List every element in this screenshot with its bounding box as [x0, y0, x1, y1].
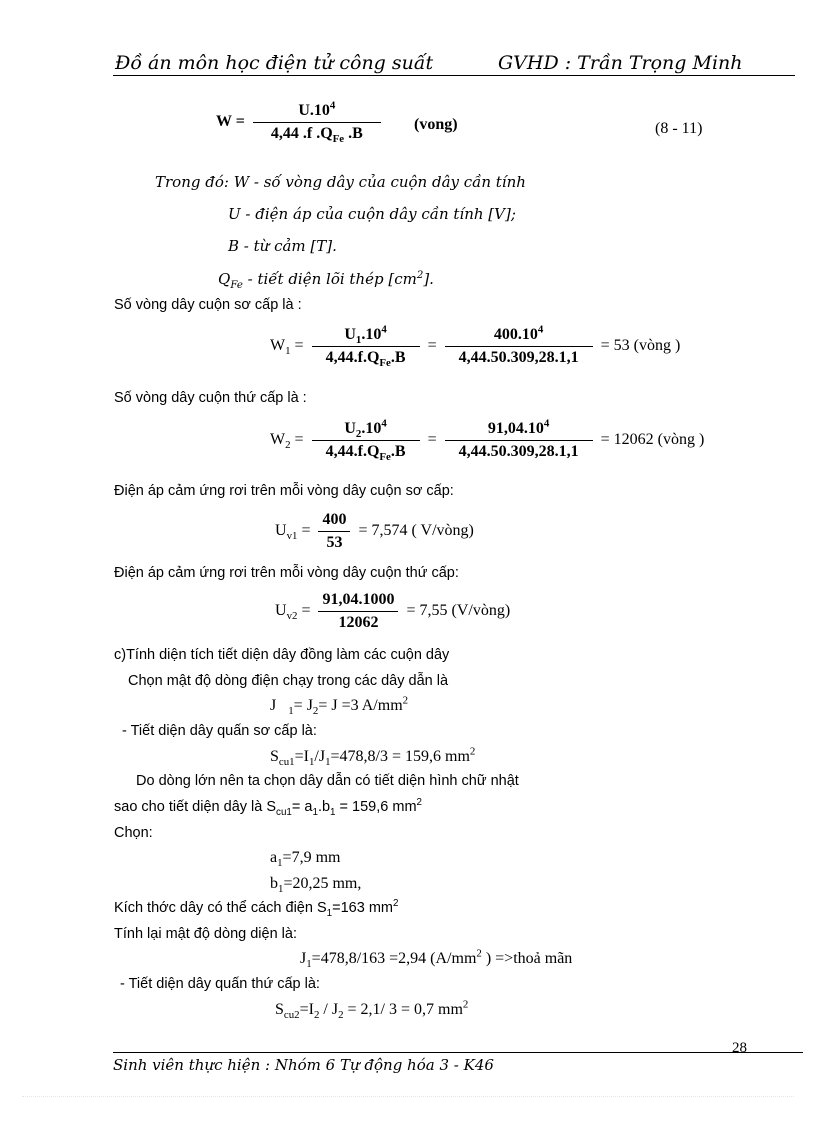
insulated-size-line: Kích thớc dây có thể cách điện $S_1=163$ $mm^2$ [114, 898, 399, 919]
equation-number: (8 - 11) [655, 120, 703, 137]
legend-b: B - từ cảm [T]. [228, 237, 337, 255]
header-supervisor: GVHD : Trần Trọng Minh [498, 52, 743, 74]
uv2-fraction: $\frac{91,04.1000}{12062}$ [318, 591, 398, 632]
formula-uv1: $U_{v1}$ = $\frac{400}{53}$ = 7,574 ( V/vòng) [275, 511, 474, 551]
formula-w-lhs: W = [216, 113, 245, 131]
scu1-line: $S_{cu1}=I_1/J_1=478,8/3 = 159,6$ $mm^2$ [270, 745, 476, 769]
uv1-fraction: $\frac{400}{53}$ [318, 511, 350, 552]
w2-fraction-symbolic: $\frac{U_2.10^4}{4,44.f.Q_{Fe}.B}$ [312, 420, 420, 461]
b1-value: $b_1=20,25$ mm, [270, 875, 362, 896]
w1-heading: Số vòng dây cuộn sơ cấp là : [114, 297, 302, 313]
legend-intro: Trong đó: W - số vòng dây của cuộn dây cần tính [155, 173, 526, 191]
page-bottom-dotted-border [22, 1096, 794, 1097]
uv2-result: = 7,55 (V/vòng) [406, 602, 511, 620]
recalc-heading: Tính lại mật độ dòng diện là: [114, 926, 297, 942]
uv1-heading: Điện áp cảm ứng rơi trên mỗi vòng dây cuộn sơ cấp: [114, 483, 454, 499]
formula-w-denominator: 4,44 .f $.Q_{Fe}$ .B [270, 125, 363, 146]
scu2-line: $S_{cu2}=I_2 / J_2 = 2,1/$ 3 = 0,7 $mm^2$ [275, 998, 469, 1022]
w1-fraction-symbolic: $\frac{U_1.10^4}{4,44.f.Q_{Fe}.B}$ [312, 326, 420, 367]
w2-fraction-numeric: $\frac{91,04.10^4}{4,44.50.309,28.1,1}$ [445, 420, 593, 461]
formula-w-numerator: $U.10^4$ [253, 102, 381, 123]
footer-rule [113, 1052, 803, 1053]
formula-w-unit: (vong) [414, 116, 458, 133]
formula-w [216, 99, 385, 146]
section-c-title: c)Tính diện tích tiết diện dây đồng làm các cuộn dây [114, 647, 450, 663]
rectangular-wire-line1: Do dòng lớn nên ta chọn dây dẫn có tiết diện hình chữ nhật [136, 773, 519, 789]
uv1-result: = 7,574 ( V/vòng) [358, 522, 474, 540]
formula-uv2: $U_{v2}$ = $\frac{91,04.1000}{12062}$ = 7,55 (V/vòng) [275, 591, 511, 631]
a1-value: $a_1=7,9$ mm [270, 849, 341, 870]
header-rule [113, 75, 795, 76]
header-title: Đồ án môn học điện tử công suất [115, 52, 434, 74]
footer-student: Sinh viên thực hiện : Nhóm 6 Tự động hóa 3 - K46 [113, 1056, 494, 1074]
w1-fraction-numeric: $\frac{400.10^4}{4,44.50.309,28.1,1}$ [445, 326, 593, 367]
uv2-heading: Điện áp cảm ứng rơi trên mỗi vòng dây cuộn thứ cấp: [114, 565, 459, 581]
page-number: 28 [732, 1040, 747, 1056]
w2-result: = 12062 (vòng ) [600, 431, 705, 449]
formula-w-fraction [253, 99, 381, 146]
legend-u: U - điện áp của cuộn dây cần tính [V]; [228, 205, 516, 223]
choose-current-density: Chọn mật độ dòng điện chạy trong các dây dẫn là [128, 673, 449, 689]
j1-recalc-line: $J_1=478,8/163 =2,94$ ($A/mm^2$ ) =>thoả mãn [300, 947, 573, 971]
legend-qfe: $Q_{Fe}$ - tiết diện lõi thép $[cm^2]$. [218, 270, 434, 291]
rectangular-wire-line2: sao cho tiết diện dây là $S_{cu1}= a_1.b_1 = 159,6$ $mm^2$ [114, 797, 423, 818]
w2-heading: Số vòng dây cuộn thứ cấp là : [114, 390, 307, 406]
current-density-line: J $_1= J_2= J =3$ $A/mm^2$ [270, 694, 409, 718]
formula-w1: $W_1$ = $\frac{U_1.10^4}{4,44.f.Q_{Fe}.B}$ = $\frac{400.10^4}{4,44.50.309,28.1,1}$ = 53 (vòng ) [270, 323, 681, 370]
w1-lhs: $W_1$ = [270, 337, 304, 358]
formula-w2: $W_2$ = $\frac{U_2.10^4}{4,44.f.Q_{Fe}.B}$ = $\frac{91,04.10^4}{4,44.50.309,28.1,1}$ = 12062 (vòng ) [270, 417, 705, 464]
choose-label: Chọn: [114, 825, 153, 841]
primary-section-heading: - Tiết diện dây quấn sơ cấp là: [122, 723, 317, 739]
secondary-section-heading: - Tiết diện dây quấn thứ cấp là: [120, 976, 320, 992]
w2-lhs: $W_2$ = [270, 431, 304, 452]
w1-result: = 53 (vòng ) [600, 337, 681, 355]
